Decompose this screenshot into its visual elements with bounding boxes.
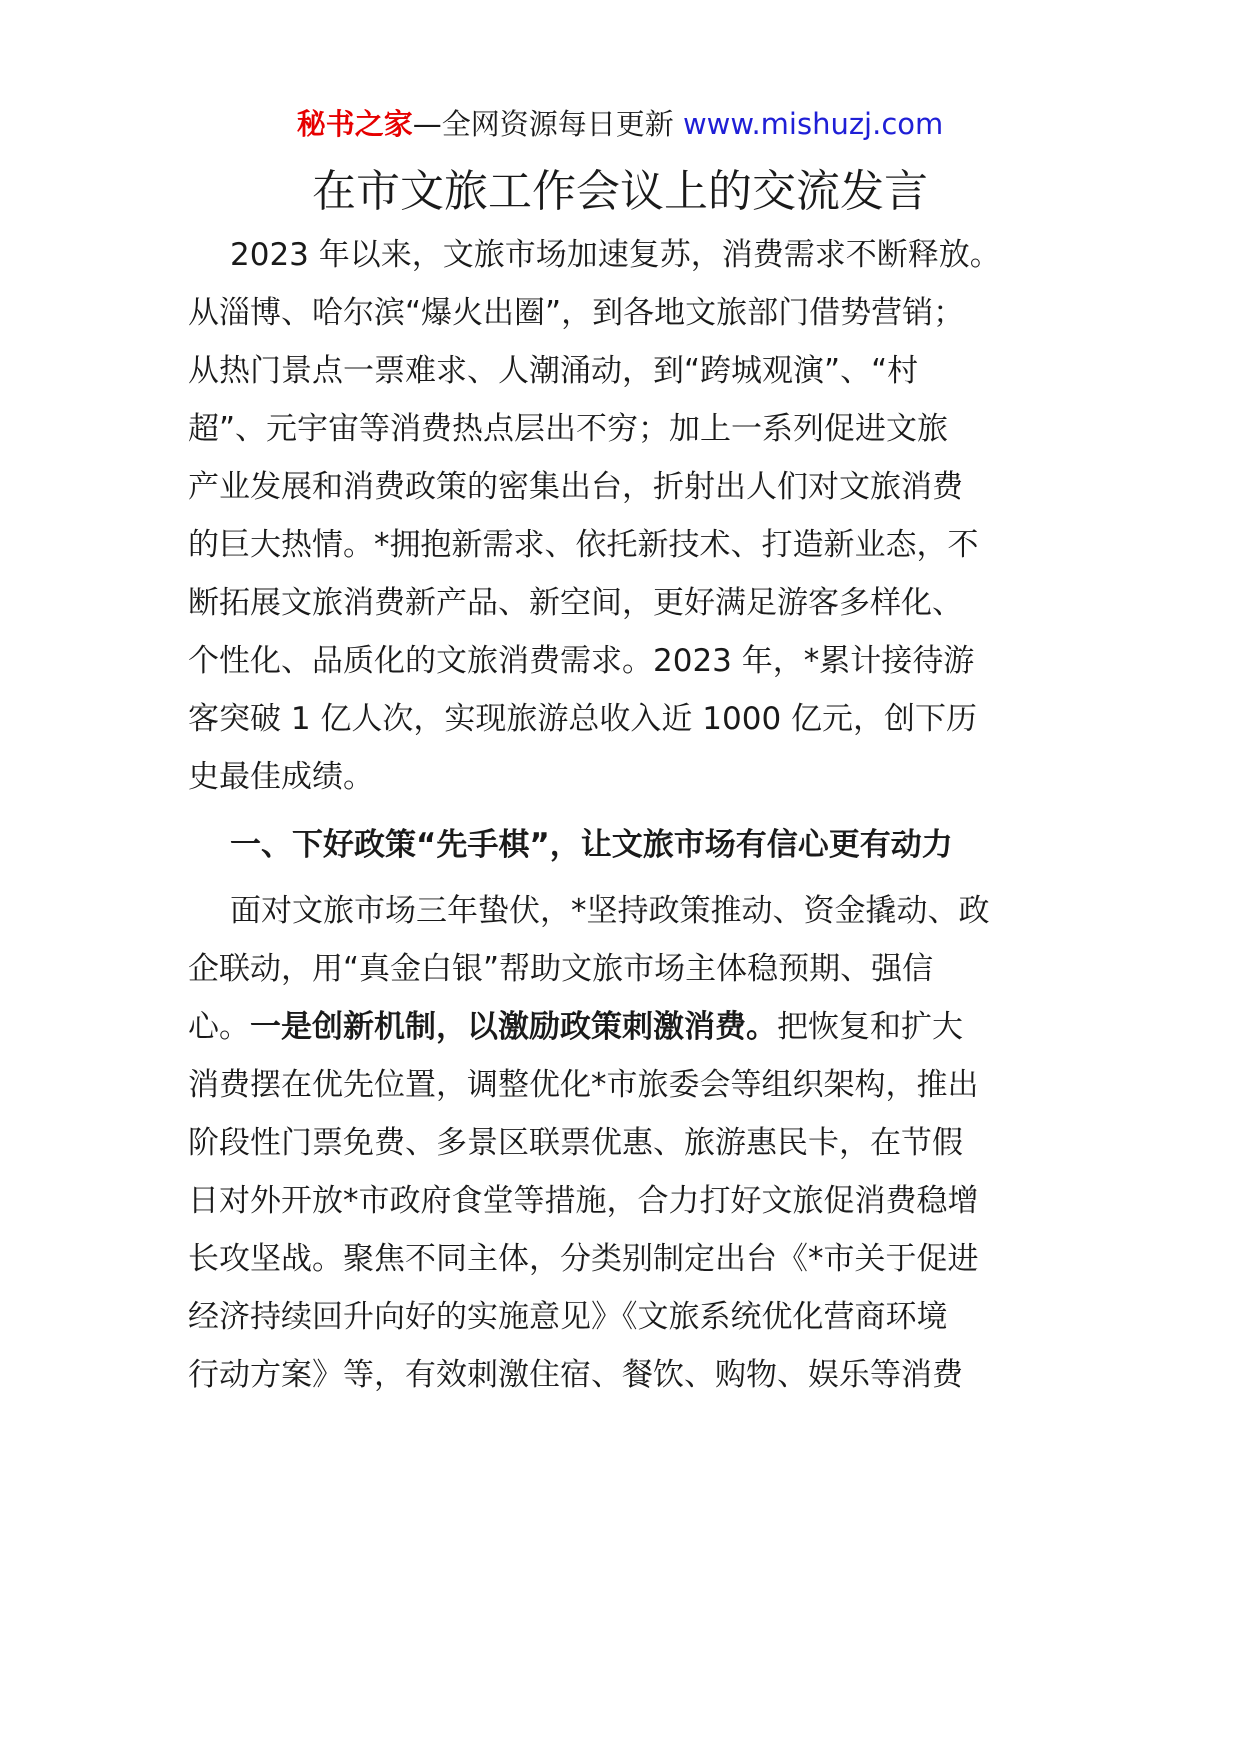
- paragraph-line: 企联动，用“真金白银”帮助文旅市场主体稳预期、强信: [188, 951, 934, 987]
- paragraph-line: 客突破 1 亿人次，实现旅游总收入近 1000 亿元，创下历: [188, 701, 978, 737]
- document-title: 在市文旅工作会议上的交流发言: [312, 166, 928, 217]
- paragraph-line: 日对外开放*市政府食堂等措施，合力打好文旅促消费稳增: [188, 1183, 979, 1219]
- paragraph-line: 从淄博、哈尔滨“爆火出圈”，到各地文旅部门借势营销；: [188, 295, 965, 331]
- paragraph-line: 超”、元宇宙等消费热点层出不穷；加上一系列促进文旅: [188, 411, 949, 447]
- header-tagline: —全网资源每日更新: [412, 107, 683, 141]
- paragraph-line: 产业发展和消费政策的密集出台，折射出人们对文旅消费: [188, 469, 963, 505]
- paragraph-line: 从热门景点一票难求、人潮涌动，到“跨城观演”、“村: [188, 353, 919, 389]
- paragraph-line: 长攻坚战。聚焦不同主体，分类别制定出台《*市关于促进: [188, 1241, 979, 1277]
- paragraph-line: 消费摆在优先位置，调整优化*市旅委会等组织架构，推出: [188, 1067, 979, 1103]
- brand-name: 秘书之家: [296, 107, 413, 141]
- section-heading: 一、下好政策“先手棋”，让文旅市场有信心更有动力: [230, 827, 953, 863]
- paragraph-text: 心。: [188, 1009, 250, 1045]
- paragraph-line: [188, 1005, 963, 1049]
- paragraph-line: 阶段性门票免费、多景区联票优惠、旅游惠民卡，在节假: [188, 1125, 963, 1161]
- paragraph-line: 面对文旅市场三年蛰伏，*坚持政策推动、资金撬动、政: [230, 893, 990, 929]
- paragraph-line: 的巨大热情。*拥抱新需求、依托新技术、打造新业态，不: [188, 527, 979, 563]
- emphasis-text: 一是创新机制，以激励政策刺激消费。: [250, 1009, 777, 1045]
- paragraph-line: 经济持续回升向好的实施意见》《文旅系统优化营商环境: [188, 1299, 948, 1335]
- paragraph-text: 把恢复和扩大: [777, 1009, 963, 1045]
- site-url[interactable]: www.mishuzj.com: [682, 107, 944, 141]
- paragraph-line: 2023 年以来，文旅市场加速复苏，消费需求不断释放。: [230, 237, 1001, 273]
- paragraph-line: 断拓展文旅消费新产品、新空间，更好满足游客多样化、: [188, 585, 963, 621]
- paragraph-line: 个性化、品质化的文旅消费需求。2023 年，*累计接待游: [188, 643, 975, 679]
- paragraph-line: 史最佳成绩。: [188, 759, 374, 795]
- site-header: [0, 104, 1240, 144]
- paragraph-line: 行动方案》等，有效刺激住宿、餐饮、购物、娱乐等消费: [188, 1357, 963, 1393]
